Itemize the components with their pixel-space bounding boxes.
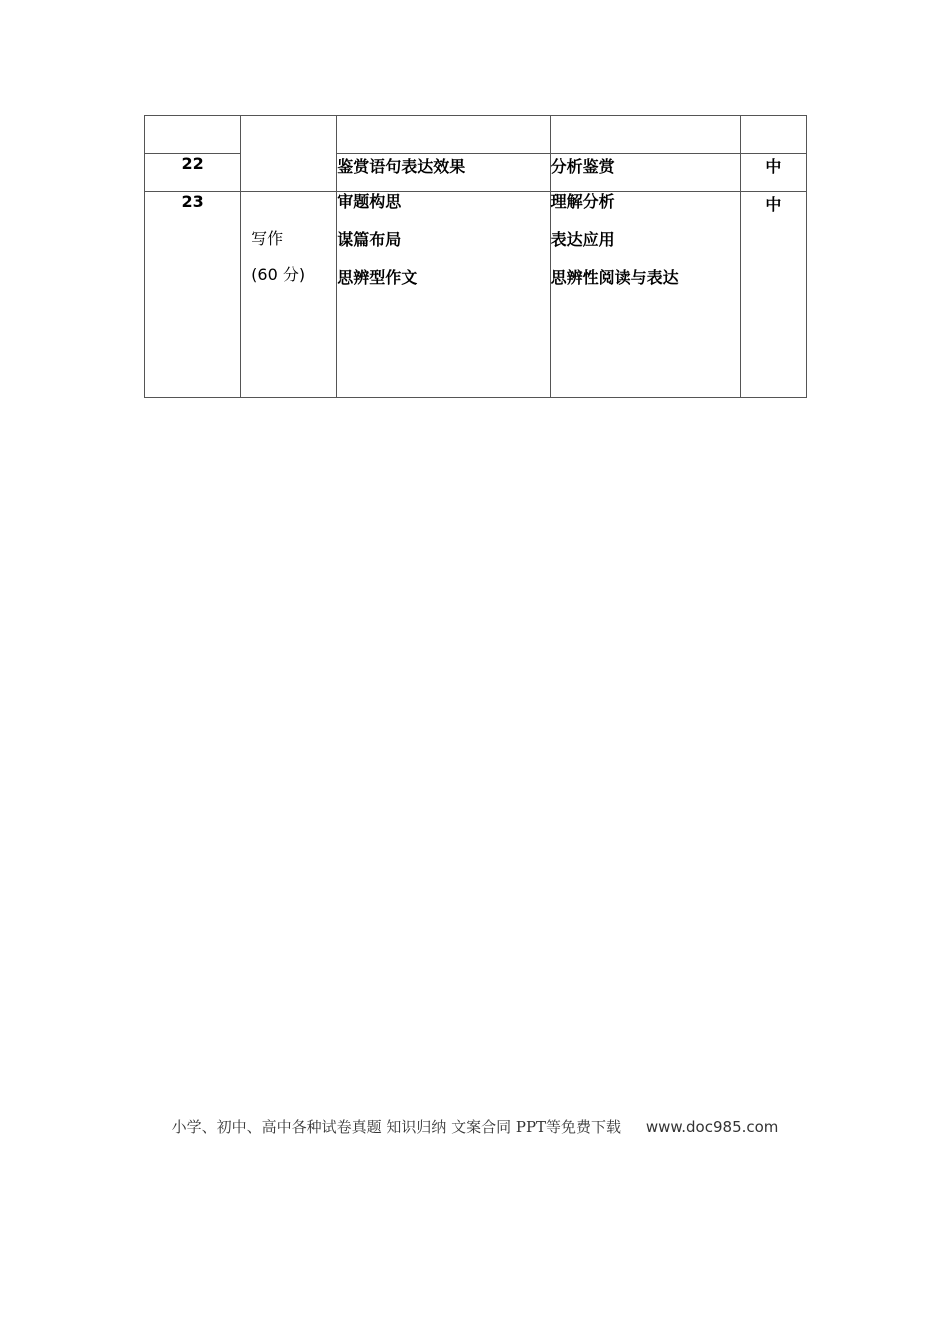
ability-cell: 分析鉴赏 — [550, 154, 740, 192]
content-cell: 鉴赏语句表达效果 — [337, 154, 550, 192]
blank-cell — [241, 116, 337, 192]
question-number: 22 — [145, 154, 241, 192]
question-number: 23 — [145, 192, 241, 398]
blank-cell — [550, 116, 740, 154]
ability-line: 表达应用 — [550, 230, 615, 249]
content-cell — [337, 192, 550, 398]
exam-spec-table — [144, 115, 807, 398]
ability-line: 思辨性阅读与表达 — [550, 268, 679, 287]
section-score: (60 分) — [251, 265, 306, 284]
footer-site-link[interactable]: www.doc985.com — [645, 1118, 779, 1136]
table-row — [145, 192, 807, 398]
blank-cell — [740, 116, 806, 154]
footer-text: 小学、初中、高中各种试卷真题 知识归纳 文案合同 PPT等免费下载 — [171, 1118, 622, 1136]
section-cell — [241, 192, 337, 398]
table-row — [145, 116, 807, 154]
difficulty-cell: 中 — [740, 192, 806, 398]
page-footer — [0, 1116, 950, 1137]
content-line: 思辨型作文 — [337, 268, 418, 287]
content-line: 谋篇布局 — [337, 230, 402, 249]
ability-line: 理解分析 — [550, 192, 615, 211]
content-line: 审题构思 — [337, 192, 402, 211]
ability-cell — [550, 192, 740, 398]
section-name: 写作 — [251, 229, 284, 248]
difficulty-cell: 中 — [740, 154, 806, 192]
blank-cell — [337, 116, 550, 154]
blank-cell — [145, 116, 241, 154]
